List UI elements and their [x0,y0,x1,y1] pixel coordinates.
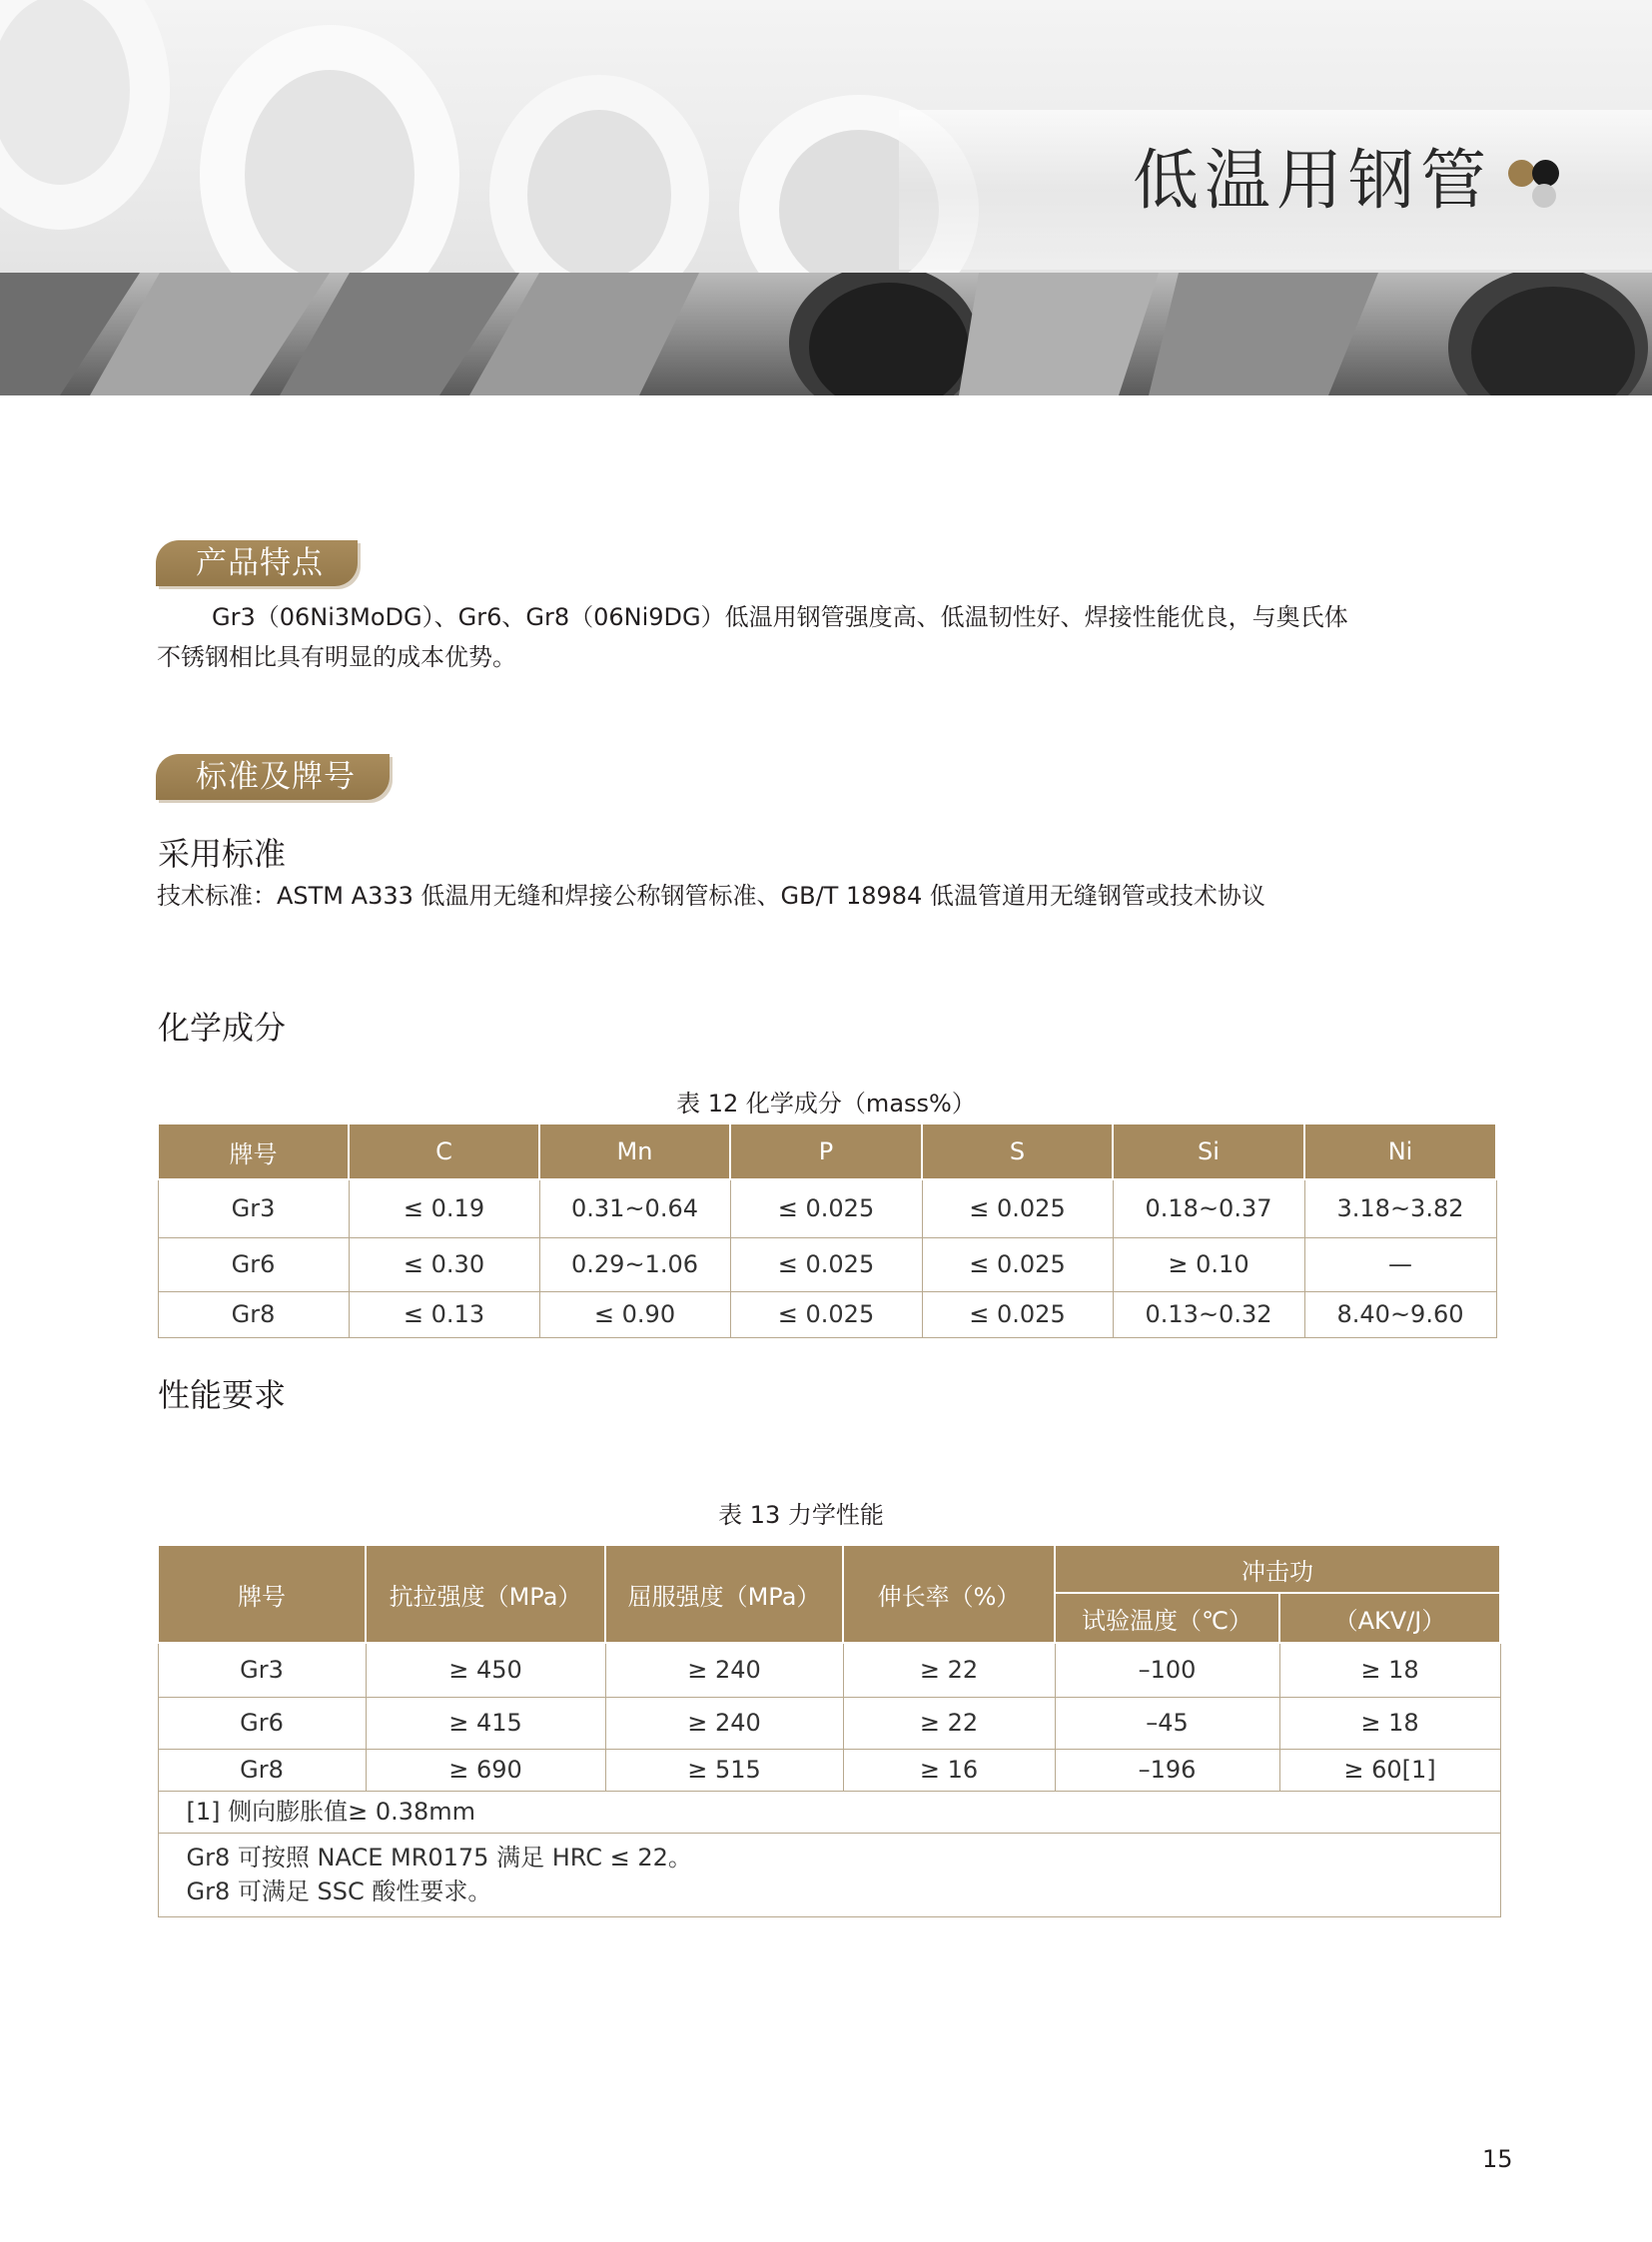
standards-heading: 采用标准 [158,835,287,873]
footnote-row [158,1791,1500,1833]
section-pill-standards: 标准及牌号 [156,754,390,800]
col-header-grade: 牌号 [158,1123,349,1179]
col-header-akv: （AKV/J） [1279,1593,1500,1643]
cell-p: ≤ 0.025 [730,1291,922,1337]
chemistry-heading: 化学成分 [158,1009,287,1047]
cell-c: ≤ 0.13 [349,1291,539,1337]
cell-elongation: ≥ 22 [843,1697,1055,1749]
cell-ni: 3.18~3.82 [1304,1179,1496,1237]
cell-si: 0.13~0.32 [1113,1291,1304,1337]
black-dot-icon [1532,160,1559,187]
cell-akv: ≥ 18 [1279,1643,1500,1697]
col-header-mn: Mn [539,1123,730,1179]
cell-grade: Gr8 [158,1291,349,1337]
cell-mn: ≤ 0.90 [539,1291,730,1337]
cell-grade: Gr6 [158,1697,366,1749]
features-text-line-2: 不锈钢相比具有明显的成本优势。 [157,643,516,671]
page-number: 15 [1482,2145,1513,2173]
chemistry-table [157,1122,1497,1338]
notes-row [158,1833,1500,1916]
cell-elongation: ≥ 22 [843,1643,1055,1697]
cell-test-temp: –45 [1055,1697,1279,1749]
note-line-1: Gr8 可按照 NACE MR0175 满足 HRC ≤ 22。 [186,1844,692,1871]
cell-elongation: ≥ 16 [843,1749,1055,1791]
cell-p: ≤ 0.025 [730,1237,922,1291]
features-text-line-1: Gr3（06Ni3MoDG）、Gr6、Gr8（06Ni9DG）低温用钢管强度高、低温韧性好、焊接性能优良，与奥氏体 [212,603,1348,631]
cell-yield: ≥ 240 [605,1697,843,1749]
cell-ni: 8.40~9.60 [1304,1291,1496,1337]
cell-si: 0.18~0.37 [1113,1179,1304,1237]
table-row [158,1643,1500,1697]
col-header-impact: 冲击功 [1055,1545,1500,1593]
cell-test-temp: –196 [1055,1749,1279,1791]
col-header-c: C [349,1123,539,1179]
mechanical-table-caption: 表 13 力学性能 [718,1501,884,1529]
chemistry-header-row [158,1123,1496,1179]
cell-tensile: ≥ 450 [366,1643,605,1697]
cell-si: ≥ 0.10 [1113,1237,1304,1291]
col-header-grade: 牌号 [158,1545,366,1643]
table-row [158,1291,1496,1337]
decorative-dots-icon [1508,160,1568,220]
table-row [158,1697,1500,1749]
cell-mn: 0.29~1.06 [539,1237,730,1291]
header-banner-image [0,0,1652,273]
cell-c: ≤ 0.19 [349,1179,539,1237]
col-header-s: S [922,1123,1113,1179]
footnote-text: [1] 侧向膨胀值≥ 0.38mm [158,1791,1500,1833]
cell-mn: 0.31~0.64 [539,1179,730,1237]
cell-s: ≤ 0.025 [922,1237,1113,1291]
cell-grade: Gr8 [158,1749,366,1791]
col-header-si: Si [1113,1123,1304,1179]
grey-dot-icon [1532,184,1556,208]
gold-dot-icon [1508,160,1535,187]
pipes-illustration-bottom [0,273,1652,395]
cell-tensile: ≥ 690 [366,1749,605,1791]
note-line-2: Gr8 可满足 SSC 酸性要求。 [186,1877,492,1905]
notes-cell [158,1833,1500,1916]
cell-yield: ≥ 240 [605,1643,843,1697]
cell-akv: ≥ 60[1] [1279,1749,1500,1791]
cell-grade: Gr3 [158,1643,366,1697]
cell-grade: Gr6 [158,1237,349,1291]
cell-ni: — [1304,1237,1496,1291]
pipes-illustration-top [0,0,1652,273]
col-header-tensile: 抗拉强度（MPa） [366,1545,605,1643]
table-row [158,1237,1496,1291]
cell-akv: ≥ 18 [1279,1697,1500,1749]
cell-c: ≤ 0.30 [349,1237,539,1291]
chemistry-table-caption: 表 12 化学成分（mass%） [676,1090,976,1118]
mechanical-table [157,1544,1501,1917]
cell-tensile: ≥ 415 [366,1697,605,1749]
table-row [158,1179,1496,1237]
cell-p: ≤ 0.025 [730,1179,922,1237]
col-header-test-temp: 试验温度（℃） [1055,1593,1279,1643]
section-pill-features: 产品特点 [156,540,358,586]
standards-text: 技术标准：ASTM A333 低温用无缝和焊接公称钢管标准、GB/T 18984 低温管道用无缝钢管或技术协议 [157,882,1265,910]
col-header-p: P [730,1123,922,1179]
col-header-yield: 屈服强度（MPa） [605,1545,843,1643]
pipes-photo-strip [0,273,1652,395]
cell-s: ≤ 0.025 [922,1179,1113,1237]
cell-grade: Gr3 [158,1179,349,1237]
mechanical-heading: 性能要求 [158,1376,287,1414]
cell-yield: ≥ 515 [605,1749,843,1791]
cell-s: ≤ 0.025 [922,1291,1113,1337]
col-header-elongation: 伸长率（%） [843,1545,1055,1643]
page-title: 低温用钢管 [1133,142,1492,219]
mechanical-header-row-1 [158,1545,1500,1593]
cell-test-temp: –100 [1055,1643,1279,1697]
table-row [158,1749,1500,1791]
col-header-ni: Ni [1304,1123,1496,1179]
